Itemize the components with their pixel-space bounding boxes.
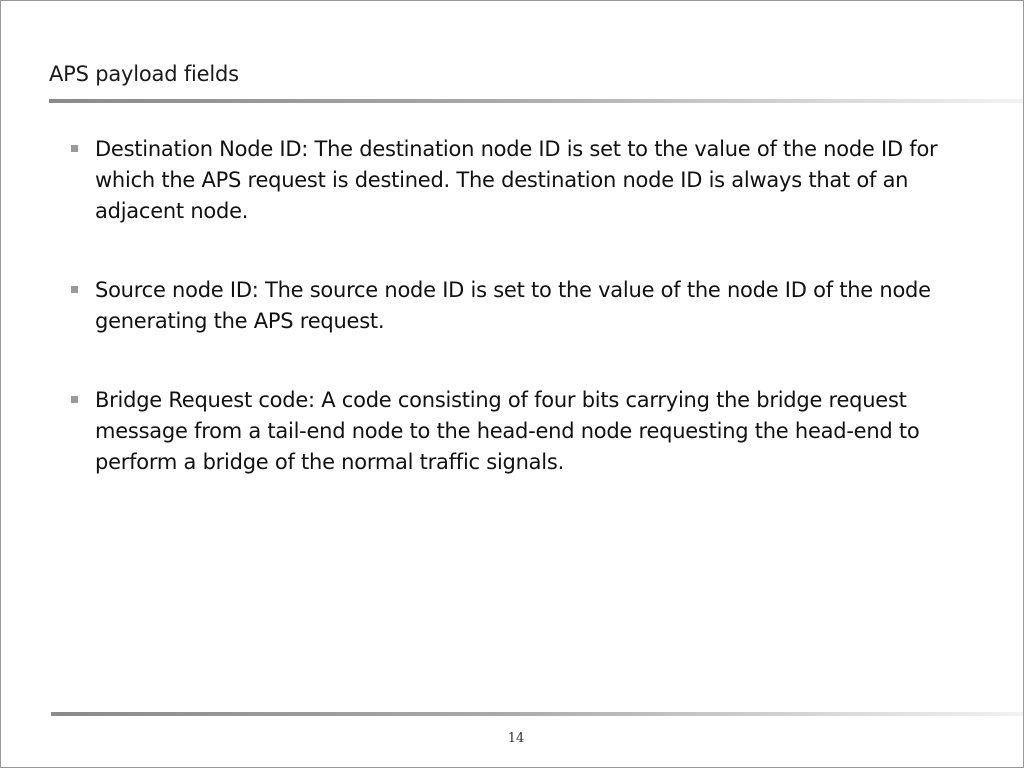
- list-item: [65, 134, 975, 227]
- square-bullet-icon: [71, 286, 78, 293]
- list-item: [65, 275, 975, 337]
- title-divider: [49, 99, 1023, 103]
- footer-divider: [51, 712, 1023, 716]
- bullet-text: Source node ID: The source node ID is set to the value of the node ID of the node generating the APS request.: [95, 278, 931, 333]
- list-item: [65, 385, 975, 478]
- square-bullet-icon: [71, 396, 78, 403]
- square-bullet-icon: [71, 145, 78, 152]
- bullet-list: [65, 134, 975, 526]
- bullet-text: Destination Node ID: The destination node ID is set to the value of the node ID for which the APS request is destined. The destination node ID is always that of an adjacent node.: [95, 137, 938, 223]
- bullet-text: Bridge Request code: A code consisting of four bits carrying the bridge request message from a tail-end node to the head-end node requesting the head-end to perform a bridge of the normal traffic signals.: [95, 388, 920, 474]
- page-number: 14: [507, 731, 525, 746]
- slide-title: APS payload fields: [49, 62, 239, 86]
